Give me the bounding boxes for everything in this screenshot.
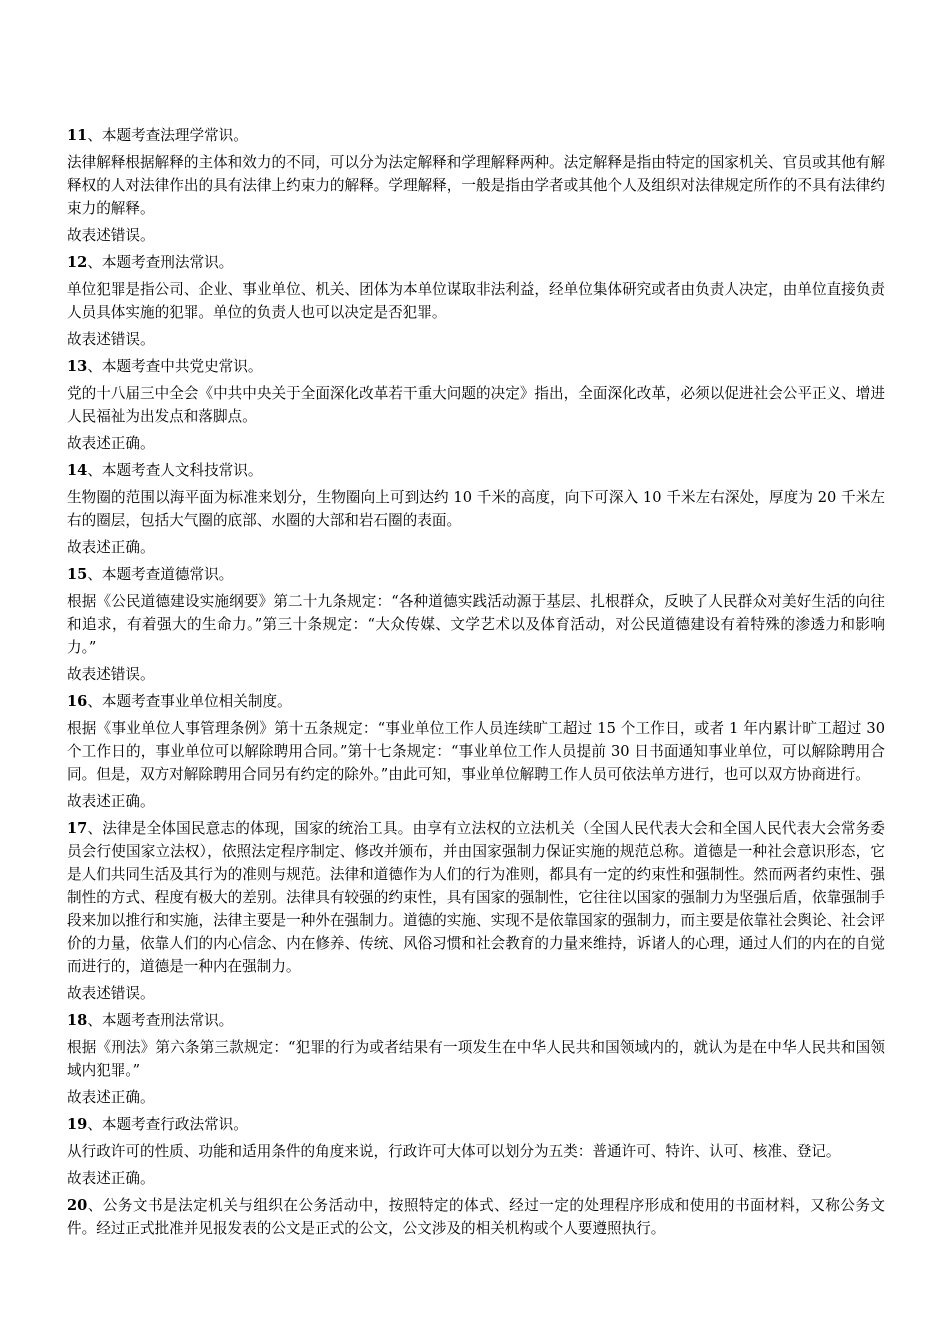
item-number: 20 [67,1197,88,1214]
item-heading-text: 、公务文书是法定机关与组织在公务活动中，按照特定的体式、经过一定的处理程序形成和使用的书面材料，又称公务文件。经过正式批准并见报发表的公文是正式的公文，公文涉及的相关机构或个人要遵照执行。 [67,1197,885,1237]
item-verdict: 故表述错误。 [67,227,155,244]
item-heading-text: 、本题考查事业单位相关制度。 [87,693,292,710]
item-explanation: 党的十八届三中全会《中共中央关于全面深化改革若干重大问题的决定》指出，全面深化改革，必须以促进社会公平正义、增进人民福祉为出发点和落脚点。 [67,385,885,425]
answer-item-11 [67,124,885,247]
item-heading-text: 、本题考查道德常识。 [87,566,234,583]
answer-item-13 [67,355,885,455]
answer-item-18 [67,1009,885,1109]
item-verdict: 故表述正确。 [67,435,155,452]
item-heading-text: 、本题考查行政法常识。 [87,1116,248,1133]
item-verdict: 故表述正确。 [67,1170,155,1187]
item-verdict: 故表述错误。 [67,985,155,1002]
item-explanation: 根据《公民道德建设实施纲要》第二十九条规定：“各种道德实践活动源于基层、扎根群众，反映了人民群众对美好生活的向往和追求，有着强大的生命力。”第三十条规定：“大众传媒、文学艺术以及体育活动，对公民道德建设有着特殊的渗透力和影响力。” [67,593,885,656]
item-heading [67,1113,885,1136]
item-number: 16 [67,693,88,710]
item-heading-text: 、本题考查人文科技常识。 [87,462,263,479]
item-number: 11 [67,127,88,144]
answer-item-15 [67,563,885,686]
item-heading [67,1194,885,1240]
item-number: 19 [67,1116,88,1133]
item-explanation: 从行政许可的性质、功能和适用条件的角度来说，行政许可大体可以划分为五类：普通许可、特许、认可、核准、登记。 [67,1143,841,1160]
item-heading [67,355,885,378]
item-number: 13 [67,358,88,375]
answer-item-14 [67,459,885,559]
item-heading-text: 、法律是全体国民意志的体现，国家的统治工具。由享有立法权的立法机关（全国人民代表大会和全国人民代表大会常务委员会行使国家立法权），依照法定程序制定、修改并颁布，并由国家强制力保证实施的规范总称。道德是一种社会意识形态，它是人们共同生活及其行为的准则与规范。法律和道德作为人们的行为准则，都具有一定的约束性和强制性。然而两者约束性、强制性的方式、程度有极大的差别。法律具有较强的约束性，具有国家的强制性，它往往以国家的强制力为坚强后盾，依靠强制手段来加以推行和实施，法律主要是一种外在强制力。道德的实施、实现不是依靠国家的强制力，而主要是依靠社会舆论、社会评价的力量，依靠人们的内心信念、内在修养、传统、风俗习惯和社会教育的力量来维持，诉诸人的心理，通过人们的内在的自觉而进行的，道德是一种内在强制力。 [67,820,885,975]
item-heading-text: 、本题考查刑法常识。 [87,1012,234,1029]
item-heading [67,563,885,586]
item-heading [67,817,885,978]
item-verdict: 故表述正确。 [67,539,155,556]
item-verdict: 故表述错误。 [67,666,155,683]
item-number: 15 [67,566,88,583]
item-heading [67,251,885,274]
item-number: 14 [67,462,88,479]
item-explanation: 生物圈的范围以海平面为标准来划分，生物圈向上可到达约 10 千米的高度，向下可深入 10 千米左右深处，厚度为 20 千米左右的圈层，包括大气圈的底部、水圈的大部和岩石圈的表面。 [67,489,885,529]
answer-item-12 [67,251,885,351]
item-number: 12 [67,254,88,271]
item-number: 18 [67,1012,88,1029]
item-explanation: 单位犯罪是指公司、企业、事业单位、机关、团体为本单位谋取非法利益，经单位集体研究或者由负责人决定，由单位直接负责人员具体实施的犯罪。单位的负责人也可以决定是否犯罪。 [67,281,885,321]
item-verdict: 故表述错误。 [67,331,155,348]
answer-item-19 [67,1113,885,1190]
item-verdict: 故表述正确。 [67,793,155,810]
item-number: 17 [67,820,88,837]
item-explanation: 根据《刑法》第六条第三款规定：“犯罪的行为或者结果有一项发生在中华人民共和国领域内的，就认为是在中华人民共和国领域内犯罪。” [67,1039,885,1079]
answer-item-16 [67,690,885,813]
item-explanation: 根据《事业单位人事管理条例》第十五条规定：“事业单位工作人员连续旷工超过 15 个工作日，或者 1 年内累计旷工超过 30 个工作日的，事业单位可以解除聘用合同。”第十七条规定：“事业单位工作人员提前 30 日书面通知事业单位，可以解除聘用合同。但是，双方对解除聘用合同另有约定的除外。”由此可知，事业单位解聘工作人员可依法单方进行，也可以双方协商进行。 [67,720,885,783]
item-heading [67,124,885,147]
item-heading [67,690,885,713]
item-explanation: 法律解释根据解释的主体和效力的不同，可以分为法定解释和学理解释两种。法定解释是指由特定的国家机关、官员或其他有解释权的人对法律作出的具有法律上约束力的解释。学理解释，一般是指由学者或其他个人及组织对法律规定所作的不具有法律约束力的解释。 [67,154,885,217]
answer-explanations [67,124,885,1244]
item-heading-text: 、本题考查刑法常识。 [87,254,234,271]
item-heading [67,459,885,482]
item-heading-text: 、本题考查法理学常识。 [87,127,248,144]
answer-item-20 [67,1194,885,1240]
item-heading [67,1009,885,1032]
item-heading-text: 、本题考查中共党史常识。 [87,358,263,375]
answer-item-17 [67,817,885,1005]
item-verdict: 故表述正确。 [67,1089,155,1106]
